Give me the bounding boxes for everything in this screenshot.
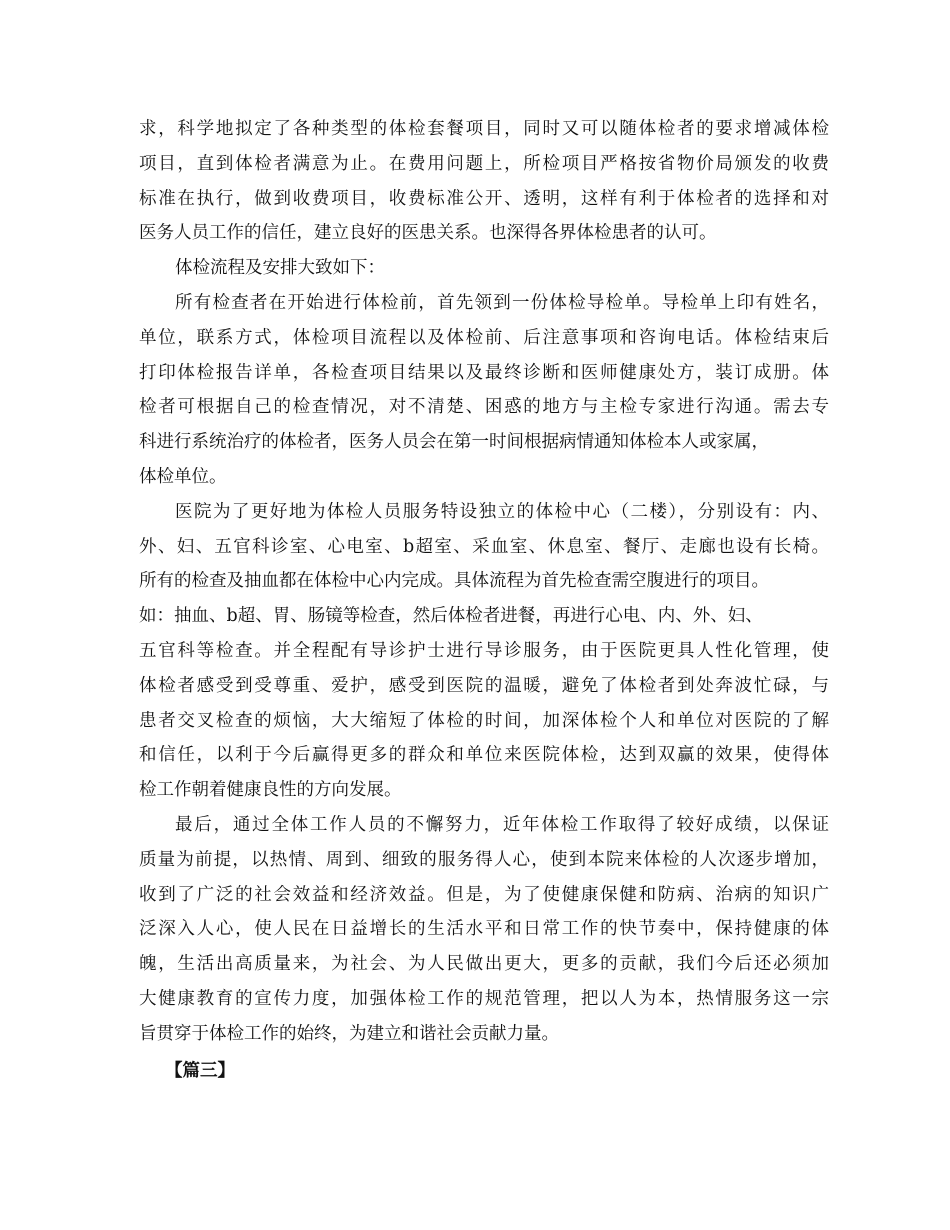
text-line: 质量为前提，以热情、周到、细致的服务得人心，使到本院来体检的人次逐步增加， (139, 849, 829, 870)
text-line: 项目，直到体检者满意为止。在费用问题上，所检项目严格按省物价局颁发的收费 (139, 153, 829, 174)
text-line: 检工作朝着健康良性的方向发展。 (139, 780, 402, 801)
section-heading: 【篇三】 (165, 1060, 235, 1081)
text-line: 患者交叉检查的烦恼，大大缩短了体检的时间，加深体检个人和单位对医院的了解 (139, 710, 829, 731)
text-line: 外、妇、五官科诊室、心电室、b超室、采血室、休息室、餐厅、走廊也设有长椅。 (139, 536, 829, 557)
text-line: 和信任，以利于今后赢得更多的群众和单位来医院体检，达到双赢的效果，使得体 (139, 745, 829, 766)
text-line: 大健康教育的宣传力度，加强体检工作的规范管理，把以人为本，热情服务这一宗 (139, 988, 829, 1009)
text-line: 体检者感受到受尊重、爱护，感受到医院的温暖，避免了体检者到处奔波忙碌，与 (139, 675, 829, 696)
paragraph-guide-sheet (139, 286, 829, 495)
text-line: 医院为了更好地为体检人员服务特设独立的体检中心（二楼），分别设有：内、 (175, 501, 829, 522)
text-line: 医务人员工作的信任，建立良好的医患关系。也深得各界体检患者的认可。 (139, 223, 717, 244)
text-line: 体检流程及安排大致如下： (175, 258, 385, 279)
text-line: 泛深入人心，使人民在日益增长的生活水平和日常工作的快节奏中，保持健康的体 (139, 919, 829, 940)
text-line: 如：抽血、b超、胃、肠镜等检查，然后体检者进餐，再进行心电、内、外、妇、 (139, 606, 763, 627)
paragraph-intro-continuation (139, 112, 829, 251)
text-line: 旨贯穿于体检工作的始终，为建立和谐社会贡献力量。 (139, 1023, 559, 1044)
text-line: 科进行系统治疗的体检者，医务人员会在第一时间根据病情通知体检本人或家属， (139, 432, 769, 453)
text-line: 魄，生活出高质量来，为社会、为人民做出更大，更多的贡献，我们今后还必须加 (139, 954, 829, 975)
text-line: 求，科学地拟定了各种类型的体检套餐项目，同时又可以随体检者的要求增减体检 (139, 119, 829, 139)
paragraph-exam-center (139, 495, 829, 808)
text-line: 最后，通过全体工作人员的不懈努力，近年体检工作取得了较好成绩，以保证 (175, 814, 829, 835)
document-body (139, 112, 829, 1088)
text-line: 所有检查者在开始进行体检前，首先领到一份体检导检单。导检单上印有姓名， (175, 292, 829, 313)
text-line: 检者可根据自己的检查情况，对不清楚、困惑的地方与主检专家进行沟通。需去专 (139, 397, 829, 418)
text-line: 标准在执行，做到收费项目，收费标准公开、透明，这样有利于体检者的选择和对 (139, 188, 829, 209)
text-line: 收到了广泛的社会效益和经济效益。但是，为了使健康保健和防病、治病的知识广 (139, 884, 829, 905)
text-line: 所有的检查及抽血都在体检中心内完成。具体流程为首先检查需空腹进行的项目。 (139, 571, 769, 592)
paragraph-process-intro (139, 251, 829, 286)
text-line: 体检单位。 (139, 466, 227, 487)
text-line: 五官科等检查。并全程配有导诊护士进行导诊服务，由于医院更具人性化管理，使 (139, 640, 829, 661)
text-line: 打印体检报告详单，各检查项目结果以及最终诊断和医师健康处方，装订成册。体 (139, 362, 829, 383)
paragraph-conclusion (139, 808, 829, 1052)
text-line: 单位，联系方式，体检项目流程以及体检前、后注意事项和咨询电话。体检结束后 (139, 327, 829, 348)
